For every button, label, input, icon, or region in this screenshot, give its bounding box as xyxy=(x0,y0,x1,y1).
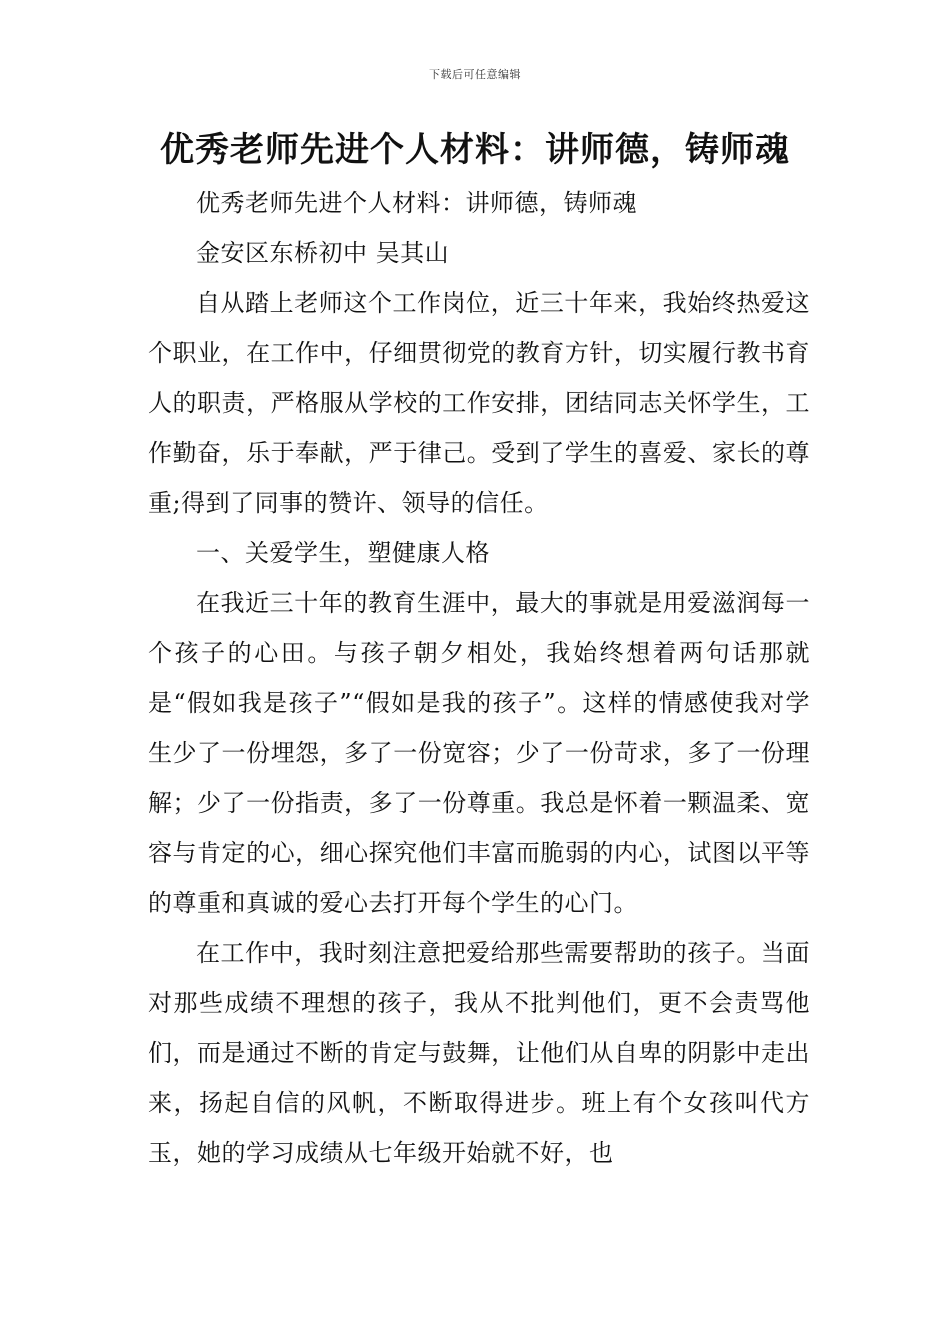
header-note: 下载后可任意编辑 xyxy=(429,68,521,81)
subtitle-paragraph: 优秀老师先进个人材料：讲师德，铸师魂 xyxy=(196,189,637,217)
author-line: 金安区东桥初中 吴其山 xyxy=(196,239,450,267)
body-paragraph: 在我近三十年的教育生涯中，最大的事就是用爱滋润每一个孩子的心田。与孩子朝夕相处，我始终想着两句话那就是“假如我是孩子”“假如是我的孩子”。这样的情感使我对学生少了一份埋怨，多了一份宽容；少了一份苛求，多了一份理解；少了一份指责，多了一份尊重。我总是怀着一颗温柔、宽容与肯定的心，细心探究他们丰富而脆弱的内心，试图以平等的尊重和真诚的爱心去打开每个学生的心门。 xyxy=(148,589,810,917)
document-body xyxy=(148,178,810,1178)
intro-paragraph: 自从踏上老师这个工作岗位，近三十年来，我始终热爱这个职业，在工作中，仔细贯彻党的教育方针，切实履行教书育人的职责，严格服从学校的工作安排，团结同志关怀学生，工作勤奋，乐于奉献，严于律己。受到了学生的喜爱、家长的尊重;得到了同事的赞许、领导的信任。 xyxy=(148,289,810,517)
section-heading: 一、关爱学生，塑健康人格 xyxy=(196,539,490,567)
document-title: 优秀老师先进个人材料：讲师德，铸师魂 xyxy=(160,130,790,170)
body-paragraph: 在工作中，我时刻注意把爱给那些需要帮助的孩子。当面对那些成绩不理想的孩子，我从不批判他们，更不会责骂他们，而是通过不断的肯定与鼓舞，让他们从自卑的阴影中走出来，扬起自信的风帆，不断取得进步。班上有个女孩叫代方玉，她的学习成绩从七年级开始就不好，也 xyxy=(148,939,810,1167)
